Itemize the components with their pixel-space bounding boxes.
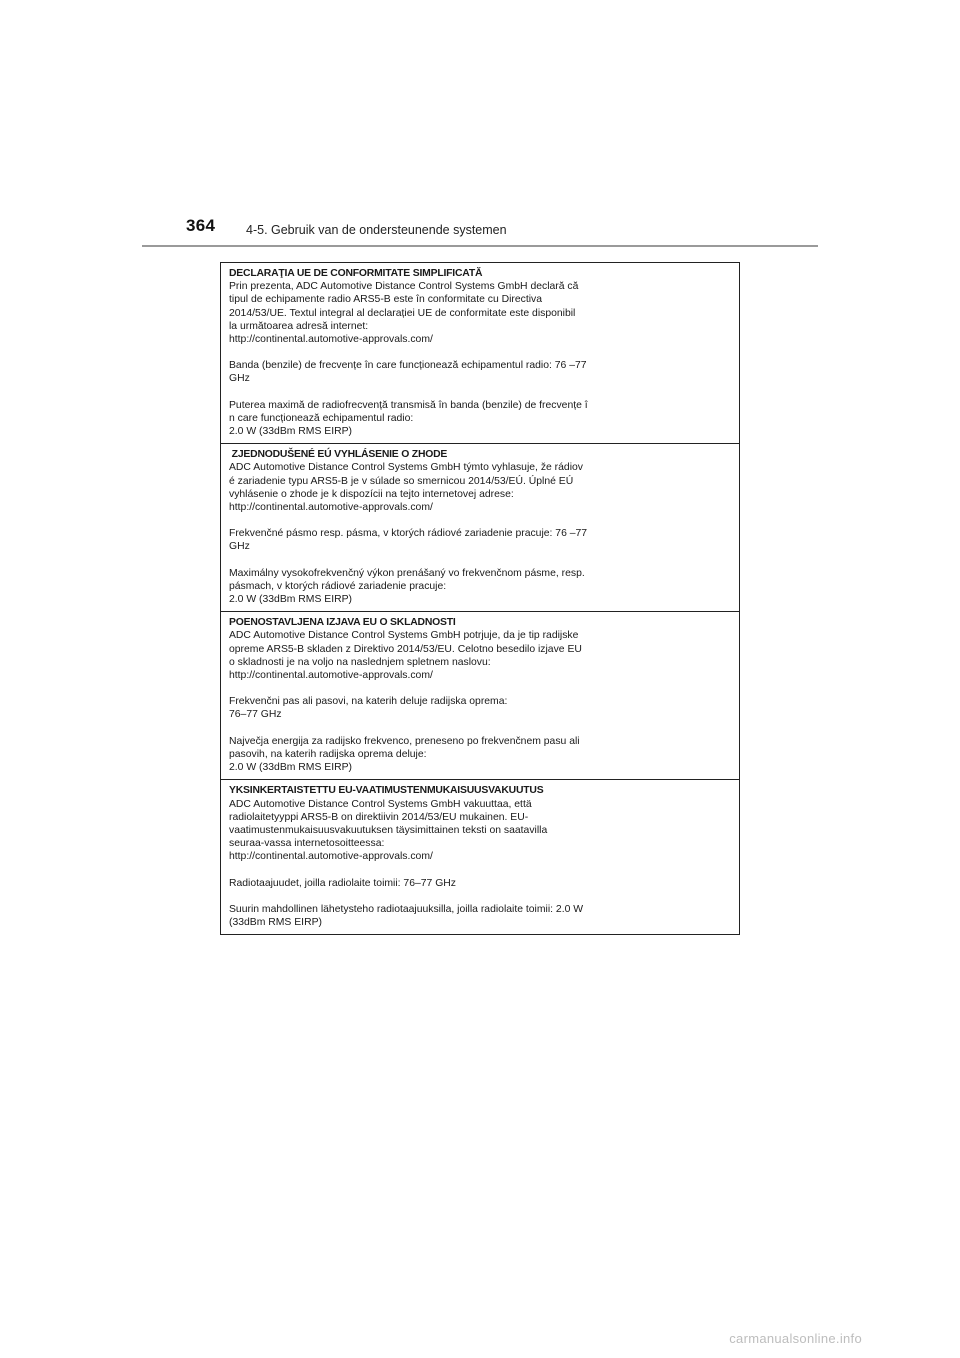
watermark: carmanualsonline.info: [729, 1331, 862, 1346]
declaration-romanian: [221, 263, 739, 444]
declaration-table: [220, 262, 740, 935]
declaration-intro: ADC Automotive Distance Control Systems GmbH vakuuttaa, että radiolaitetyyppi ARS5-B on direktiivin 2014/53/EU mukainen. EU- vaatimustenmukaisuusvakuutuksen täysimittainen teksti on saatavilla seuraa-vassa internetosoitteessa: http://continental.automotive-approvals.com/: [229, 798, 548, 863]
declaration-heading: ZJEDNODUŠENÉ EÚ VYHLÁSENIE O ZHODE: [229, 449, 448, 461]
declaration-heading: YKSINKERTAISTETTU EU-VAATIMUSTENMUKAISUUSVAKUUTUS: [229, 785, 544, 797]
frequency-band-text: Banda (benzile) de frecvențe în care funcționează echipamentul radio: 76 –77 GHz: [229, 360, 587, 385]
frequency-band-text: Radiotaajuudet, joilla radiolaite toimii: 76–77 GHz: [229, 877, 456, 889]
declaration-intro: ADC Automotive Distance Control Systems GmbH týmto vyhlasuje, že rádiov é zariadenie typu ARS5-B je v súlade so smernicou 2014/53/EÚ. Úplné EÚ vyhlásenie o zhode je k dispozícii na tejto internetovej adrese: http://continental.automotive-approvals.com/: [229, 462, 583, 514]
frequency-band-text: Frekvenčné pásmo resp. pásma, v ktorých rádiové zariadenie pracuje: 76 –77 GHz: [229, 528, 588, 553]
frequency-band-text: Frekvenčni pas ali pasovi, na katerih deluje radijska oprema: 76–77 GHz: [229, 696, 508, 721]
declaration-intro: Prin prezenta, ADC Automotive Distance Control Systems GmbH declară că tipul de echipamente radio ARS5-B este în conformitate cu Directiva 2014/53/UE. Textul integral al declarației UE de conformitate este disponibil la următoarea adresă internet: http://continental.automotive-approvals.com/: [229, 281, 579, 346]
page-number: 364: [186, 216, 216, 235]
max-power-text: Maximálny vysokofrekvenčný výkon prenášaný vo frekvenčnom pásme, resp. pásmach, v ktorých rádiové zariadenie pracuje: 2.0 W (33dBm RMS EIRP): [229, 567, 585, 606]
declaration-finnish: [221, 780, 739, 934]
declaration-heading: DECLARAŢIA UE DE CONFORMITATE SIMPLIFICATĂ: [229, 268, 483, 279]
header-divider: [142, 245, 818, 247]
chapter-title: 4-5. Gebruik van de ondersteunende systemen: [246, 223, 507, 237]
declaration-slovenian: [221, 612, 739, 780]
declaration-intro: ADC Automotive Distance Control Systems GmbH potrjuje, da je tip radijske opreme ARS5-B skladen z Direktivo 2014/53/EU. Celotno besedilo izjave EU o skladnosti je na voljo na naslednjem spletnem naslovu: http://continental.automotive-approvals.com/: [229, 630, 582, 682]
page-header: [142, 216, 818, 246]
max-power-text: Suurin mahdollinen lähetysteho radiotaajuuksilla, joilla radiolaite toimii: 2.0 W (33dBm RMS EIRP): [229, 903, 584, 928]
max-power-text: Puterea maximă de radiofrecvență transmisă în banda (benzile) de frecvențe î n care funcționează echipamentul radio: 2.0 W (33dBm RMS EIRP): [229, 399, 588, 438]
declaration-heading: POENOSTAVLJENA IZJAVA EU O SKLADNOSTI: [229, 617, 456, 629]
declaration-slovak: [221, 444, 739, 612]
max-power-text: Največja energija za radijsko frekvenco, preneseno po frekvenčnem pasu ali pasovih, na katerih radijska oprema deluje: 2.0 W (33dBm RMS EIRP): [229, 735, 580, 774]
